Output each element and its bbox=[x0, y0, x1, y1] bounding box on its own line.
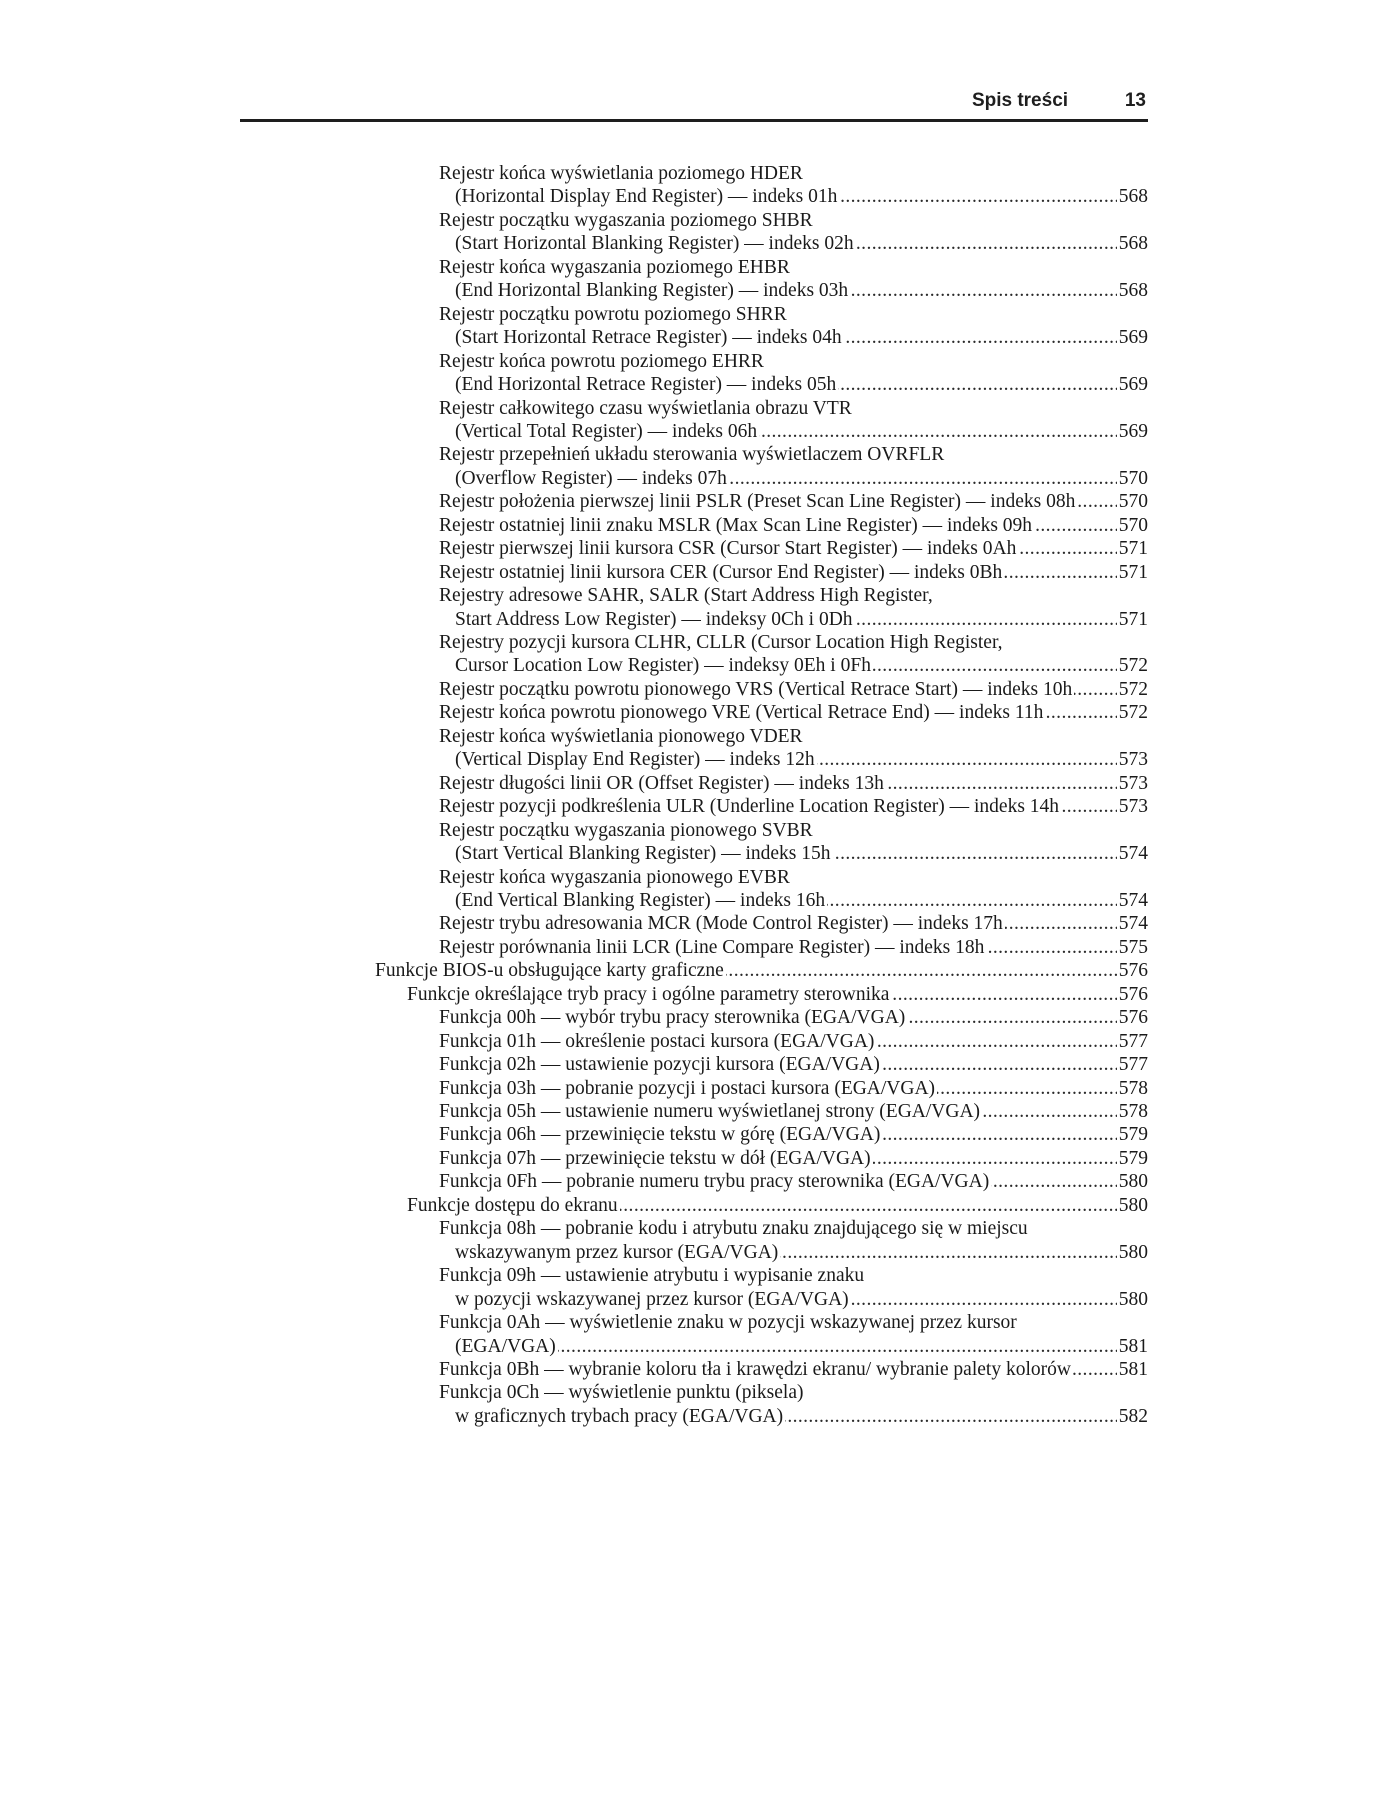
toc-entry-title: wskazywanym przez kursor (EGA/VGA) bbox=[455, 1241, 779, 1263]
toc-entry-title: Rejestr całkowitego czasu wyświetlania obrazu VTR bbox=[439, 397, 852, 419]
toc-entry bbox=[439, 256, 1148, 279]
toc-entry-title: w graficznych trybach pracy (EGA/VGA) bbox=[455, 1405, 784, 1427]
toc-entry-title: Rejestry pozycji kursora CLHR, CLLR (Cursor Location High Register, bbox=[439, 632, 1003, 653]
toc-entry-page: 573 bbox=[1118, 772, 1148, 794]
toc-entry bbox=[439, 936, 1148, 959]
toc-entry-title: Funkcja 0Ah — wyświetlenie znaku w pozycji wskazywanej przez kursor bbox=[439, 1312, 1017, 1334]
toc-entry-title: Rejestr końca powrotu pionowego VRE (Vertical Retrace End) — indeks 11h bbox=[439, 702, 1044, 724]
toc-entry bbox=[439, 561, 1148, 584]
toc-entry-title: (Vertical Display End Register) — indeks 12h bbox=[455, 749, 815, 771]
toc-entry-page: 581 bbox=[1118, 1358, 1148, 1380]
toc-entry-title: Start Address Low Register) — indeksy 0Ch i 0Dh bbox=[455, 608, 853, 630]
toc-entry bbox=[439, 514, 1148, 537]
toc-entry-page: 569 bbox=[1118, 374, 1148, 396]
toc-entry-title: Funkcja 08h — pobranie kodu i atrybutu znaku znajdującego się w miejscu bbox=[439, 1218, 1028, 1240]
toc-entry bbox=[439, 701, 1148, 724]
toc-entry bbox=[439, 1311, 1148, 1334]
toc-entry-title: Funkcja 0Ch — wyświetlenie punktu (piksela) bbox=[439, 1382, 804, 1404]
toc-entry-page: 569 bbox=[1118, 327, 1148, 349]
toc-entry bbox=[407, 983, 1148, 1006]
toc-entry bbox=[455, 279, 1148, 302]
toc-entry bbox=[407, 1194, 1148, 1217]
toc-entry-page: 573 bbox=[1118, 796, 1148, 818]
toc-entry bbox=[455, 185, 1148, 208]
toc-entry-page: 579 bbox=[1118, 1147, 1148, 1169]
toc-entry-page: 579 bbox=[1118, 1124, 1148, 1146]
toc-entry-page: 581 bbox=[1118, 1335, 1148, 1357]
toc-entry bbox=[439, 303, 1148, 326]
toc-entry-title: Funkcja 0Bh — wybranie koloru tła i krawędzi ekranu/ wybranie palety kolorów bbox=[439, 1358, 1071, 1380]
toc-entry-page: 577 bbox=[1118, 1030, 1148, 1052]
toc-entry-title: (Horizontal Display End Register) — indeks 01h bbox=[455, 186, 838, 208]
toc-entry bbox=[439, 490, 1148, 513]
toc-entry-page: 568 bbox=[1118, 186, 1148, 208]
toc-entry-page: 572 bbox=[1118, 678, 1148, 700]
toc-entry-title: Rejestr długości linii OR (Offset Register) — indeks 13h bbox=[439, 772, 884, 794]
toc-entry bbox=[439, 1358, 1148, 1381]
toc-entry bbox=[439, 1170, 1148, 1193]
toc-entry bbox=[439, 350, 1148, 373]
toc-entry bbox=[455, 232, 1148, 255]
toc-entry-page: 574 bbox=[1118, 843, 1148, 865]
toc-entry-title: Rejestr porównania linii LCR (Line Compare Register) — indeks 18h bbox=[439, 936, 985, 958]
toc-entry bbox=[455, 1241, 1148, 1264]
toc-entry-title: Funkcja 06h — przewinięcie tekstu w górę (EGA/VGA) bbox=[439, 1124, 881, 1146]
toc-entry-title: (Start Vertical Blanking Register) — indeks 15h bbox=[455, 843, 831, 865]
toc-entry-page: 580 bbox=[1118, 1288, 1148, 1310]
toc-entry bbox=[439, 443, 1148, 466]
toc-entry-title: Rejestr początku powrotu pionowego VRS (Vertical Retrace Start) — indeks 10h bbox=[439, 678, 1073, 700]
toc-entry bbox=[455, 608, 1148, 631]
toc-entry-title: Funkcja 07h — przewinięcie tekstu w dół (EGA/VGA) bbox=[439, 1147, 871, 1169]
toc-entry bbox=[439, 162, 1148, 185]
toc-entry bbox=[439, 584, 1148, 607]
toc-entry-page: 577 bbox=[1118, 1054, 1148, 1076]
toc-entry bbox=[439, 725, 1148, 748]
toc-entry-title: Rejestr końca wyświetlania poziomego HDER bbox=[439, 163, 803, 184]
toc-entry-page: 578 bbox=[1118, 1101, 1148, 1122]
toc-entry-title: Funkcje BIOS-u obsługujące karty graficzne bbox=[375, 960, 724, 982]
toc-entry bbox=[455, 467, 1148, 490]
toc-entry-page: 576 bbox=[1118, 960, 1148, 982]
toc-entry-title: w pozycji wskazywanej przez kursor (EGA/VGA) bbox=[455, 1288, 849, 1310]
toc-entry-title: (EGA/VGA) bbox=[455, 1335, 556, 1357]
toc-entry-page: 580 bbox=[1118, 1194, 1148, 1216]
toc-entry bbox=[439, 1217, 1148, 1240]
toc-entry bbox=[439, 912, 1148, 935]
toc-entry-title: Rejestr końca powrotu poziomego EHRR bbox=[439, 350, 764, 372]
toc-entry-title: Funkcja 09h — ustawienie atrybutu i wypisanie znaku bbox=[439, 1265, 865, 1287]
toc-entry bbox=[439, 631, 1148, 654]
toc-entry-title: Rejestr początku powrotu poziomego SHRR bbox=[439, 303, 787, 325]
toc-entry-title: Rejestr położenia pierwszej linii PSLR (Preset Scan Line Register) — indeks 08h bbox=[439, 491, 1076, 513]
toc-entry-title: (End Horizontal Retrace Register) — indeks 05h bbox=[455, 374, 837, 396]
toc-entry-title: (Vertical Total Register) — indeks 06h bbox=[455, 420, 758, 442]
toc-entry-page: 570 bbox=[1118, 514, 1148, 536]
toc-entry-page: 580 bbox=[1118, 1241, 1148, 1263]
toc-entry-page: 576 bbox=[1118, 983, 1148, 1005]
toc-entry-title: Rejestr trybu adresowania MCR (Mode Control Register) — indeks 17h bbox=[439, 913, 1003, 935]
toc-entry-title: Funkcja 01h — określenie postaci kursora (EGA/VGA) bbox=[439, 1030, 875, 1052]
toc-entry bbox=[439, 1006, 1148, 1029]
toc-entry bbox=[439, 819, 1148, 842]
toc-entry-page: 580 bbox=[1118, 1171, 1148, 1193]
toc-entry-page: 570 bbox=[1118, 491, 1148, 513]
toc-entry-page: 578 bbox=[1118, 1077, 1148, 1099]
toc-entry-title: Rejestr początku wygaszania pionowego SVBR bbox=[439, 819, 813, 841]
toc-entry-title: Rejestr końca wyświetlania pionowego VDER bbox=[439, 725, 803, 747]
toc-entry-title: Rejestry adresowe SAHR, SALR (Start Address High Register, bbox=[439, 585, 933, 607]
toc-entry-page: 570 bbox=[1118, 467, 1148, 489]
toc-entry bbox=[439, 209, 1148, 232]
toc-entry bbox=[439, 678, 1148, 701]
toc-entry-page: 571 bbox=[1118, 561, 1148, 583]
toc-entry bbox=[439, 1381, 1148, 1404]
toc-entry bbox=[455, 654, 1148, 677]
toc-entry-page: 568 bbox=[1118, 233, 1148, 255]
toc-entry bbox=[455, 1288, 1148, 1311]
toc-entry-title: Funkcja 00h — wybór trybu pracy sterownika (EGA/VGA) bbox=[439, 1007, 906, 1029]
toc-entry-title: Funkcje dostępu do ekranu bbox=[407, 1194, 618, 1216]
toc-entry-page: 572 bbox=[1118, 655, 1148, 677]
toc-entry-page: 572 bbox=[1118, 702, 1148, 724]
toc-entry-title: Rejestr pierwszej linii kursora CSR (Cursor Start Register) — indeks 0Ah bbox=[439, 538, 1017, 560]
toc-entry-title: (Start Horizontal Retrace Register) — indeks 04h bbox=[455, 327, 842, 349]
toc-entry-page: 574 bbox=[1118, 889, 1148, 911]
toc-entry-title: Rejestr końca wygaszania poziomego EHBR bbox=[439, 256, 790, 278]
toc-entry bbox=[439, 537, 1148, 560]
toc-entry bbox=[439, 1123, 1148, 1146]
toc-entry-title: (End Vertical Blanking Register) — indeks 16h bbox=[455, 889, 826, 911]
running-header bbox=[240, 88, 1148, 122]
toc-entry-page: 582 bbox=[1118, 1405, 1148, 1427]
toc-entry-title: Funkcje określające tryb pracy i ogólne parametry sterownika bbox=[407, 983, 890, 1005]
toc-entry bbox=[439, 1264, 1148, 1287]
header-section-title: Spis treści bbox=[971, 90, 1069, 111]
toc-entry-title: Rejestr ostatniej linii kursora CER (Cursor End Register) — indeks 0Bh bbox=[439, 561, 1003, 583]
toc-entry-title: (Start Horizontal Blanking Register) — indeks 02h bbox=[455, 233, 854, 255]
toc-entry bbox=[455, 326, 1148, 349]
toc-entry-title: Funkcja 05h — ustawienie numeru wyświetlanej strony (EGA/VGA) bbox=[439, 1101, 981, 1122]
toc-entry-title: Rejestr ostatniej linii znaku MSLR (Max Scan Line Register) — indeks 09h bbox=[439, 514, 1033, 536]
toc-entry-title: Rejestr przepełnień układu sterowania wyświetlaczem OVRFLR bbox=[439, 444, 945, 466]
toc-entry bbox=[455, 420, 1148, 443]
toc-entry-page: 576 bbox=[1118, 1007, 1148, 1029]
toc-entry bbox=[439, 1030, 1148, 1053]
toc-entry-title: Rejestr początku wygaszania poziomego SHBR bbox=[439, 209, 813, 231]
header-page-number: 13 bbox=[1124, 90, 1146, 111]
toc-entry-title: Rejestr pozycji podkreślenia ULR (Underline Location Register) — indeks 14h bbox=[439, 796, 1060, 818]
toc-entry bbox=[439, 1053, 1148, 1076]
toc-entry bbox=[439, 795, 1148, 818]
toc-entry bbox=[455, 842, 1148, 865]
toc-entry bbox=[439, 397, 1148, 420]
toc-entry-title: Cursor Location Low Register) — indeksy 0Eh i 0Fh bbox=[455, 655, 871, 677]
toc-entry-page: 575 bbox=[1118, 936, 1148, 958]
toc-entry-page: 568 bbox=[1118, 280, 1148, 302]
toc-entry bbox=[439, 866, 1148, 889]
toc-entry bbox=[439, 1077, 1148, 1100]
toc-entry-title: Funkcja 03h — pobranie pozycji i postaci kursora (EGA/VGA) bbox=[439, 1077, 936, 1099]
toc-entry-title: (End Horizontal Blanking Register) — indeks 03h bbox=[455, 280, 849, 302]
toc-entry-page: 574 bbox=[1118, 913, 1148, 935]
toc-entry bbox=[455, 1335, 1148, 1358]
toc-entry bbox=[455, 748, 1148, 771]
toc-entry-page: 571 bbox=[1118, 538, 1148, 560]
toc-entry bbox=[455, 1405, 1148, 1428]
toc-entry-page: 569 bbox=[1118, 420, 1148, 442]
toc-entry bbox=[439, 1147, 1148, 1170]
toc-entry-title: (Overflow Register) — indeks 07h bbox=[455, 467, 727, 489]
toc-entry bbox=[455, 889, 1148, 912]
toc-entry-page: 573 bbox=[1118, 749, 1148, 771]
toc-entry bbox=[375, 959, 1148, 982]
toc-entry bbox=[439, 1100, 1148, 1123]
toc-entry-title: Funkcja 0Fh — pobranie numeru trybu pracy sterownika (EGA/VGA) bbox=[439, 1171, 990, 1193]
toc-entry-title: Funkcja 02h — ustawienie pozycji kursora (EGA/VGA) bbox=[439, 1054, 880, 1076]
toc-entry bbox=[455, 373, 1148, 396]
toc-entry bbox=[439, 772, 1148, 795]
toc-entry-page: 571 bbox=[1118, 608, 1148, 630]
toc-entry-title: Rejestr końca wygaszania pionowego EVBR bbox=[439, 866, 790, 888]
